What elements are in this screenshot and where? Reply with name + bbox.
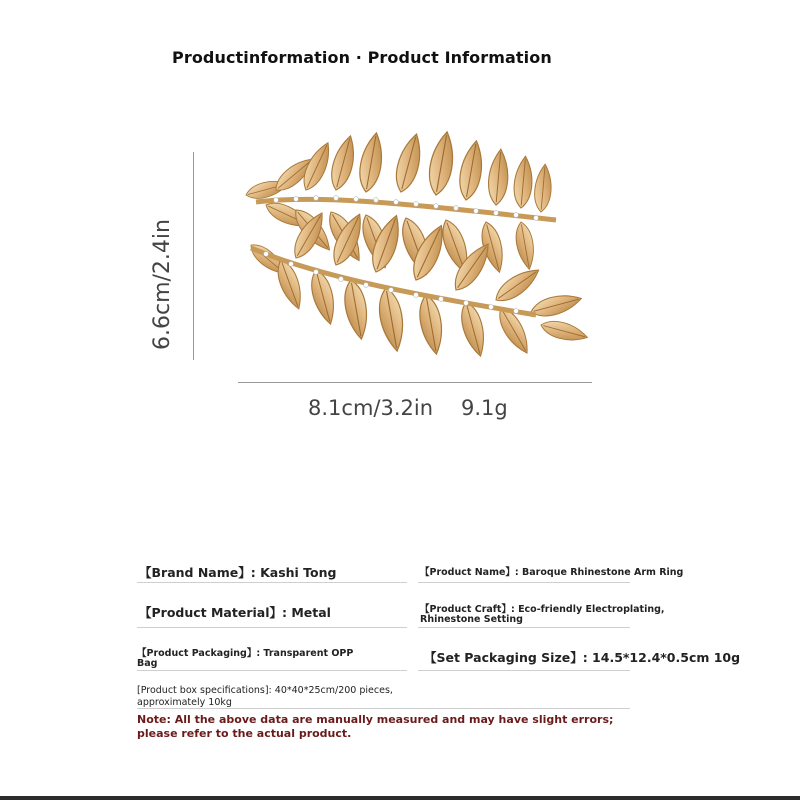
divider xyxy=(418,627,630,628)
divider xyxy=(137,670,407,671)
width-dimension-line xyxy=(238,382,592,383)
width-label: 8.1cm/3.2in xyxy=(308,396,434,420)
page-title: Productinformation · Product Information xyxy=(172,48,552,67)
note-line-1: Note: All the above data are manually measured and may have slight errors; xyxy=(137,713,614,726)
divider xyxy=(137,582,407,583)
divider xyxy=(418,582,630,583)
weight-label: 9.1g xyxy=(461,396,508,420)
brand-name: 【Brand Name】: Kashi Tong xyxy=(139,565,337,580)
arm-ring-image xyxy=(236,130,596,380)
bottom-border xyxy=(0,796,800,800)
product-packaging-cont: Bag xyxy=(137,658,158,669)
divider xyxy=(137,627,407,628)
height-dimension-line xyxy=(193,152,194,360)
height-label: 6.6cm/2.4in xyxy=(150,219,175,350)
dimensions-row xyxy=(308,396,508,420)
product-craft-cont: Rhinestone Setting xyxy=(420,614,523,625)
product-packaging: 【Product Packaging】: Transparent OPP xyxy=(137,648,354,659)
divider xyxy=(418,670,630,671)
note-line-2: please refer to the actual product. xyxy=(137,727,352,740)
product-craft: 【Product Craft】: Eco-friendly Electroplating, xyxy=(420,604,665,615)
product-material: 【Product Material】: Metal xyxy=(139,605,331,620)
box-specifications: [Product box specifications]: 40*40*25cm/200 pieces, xyxy=(137,685,393,696)
divider xyxy=(137,708,630,709)
product-name: 【Product Name】: Baroque Rhinestone Arm Ring xyxy=(420,567,684,578)
set-packaging-size: 【Set Packaging Size】: 14.5*12.4*0.5cm 10g xyxy=(424,650,741,665)
box-specifications-cont: approximately 10kg xyxy=(137,697,232,708)
